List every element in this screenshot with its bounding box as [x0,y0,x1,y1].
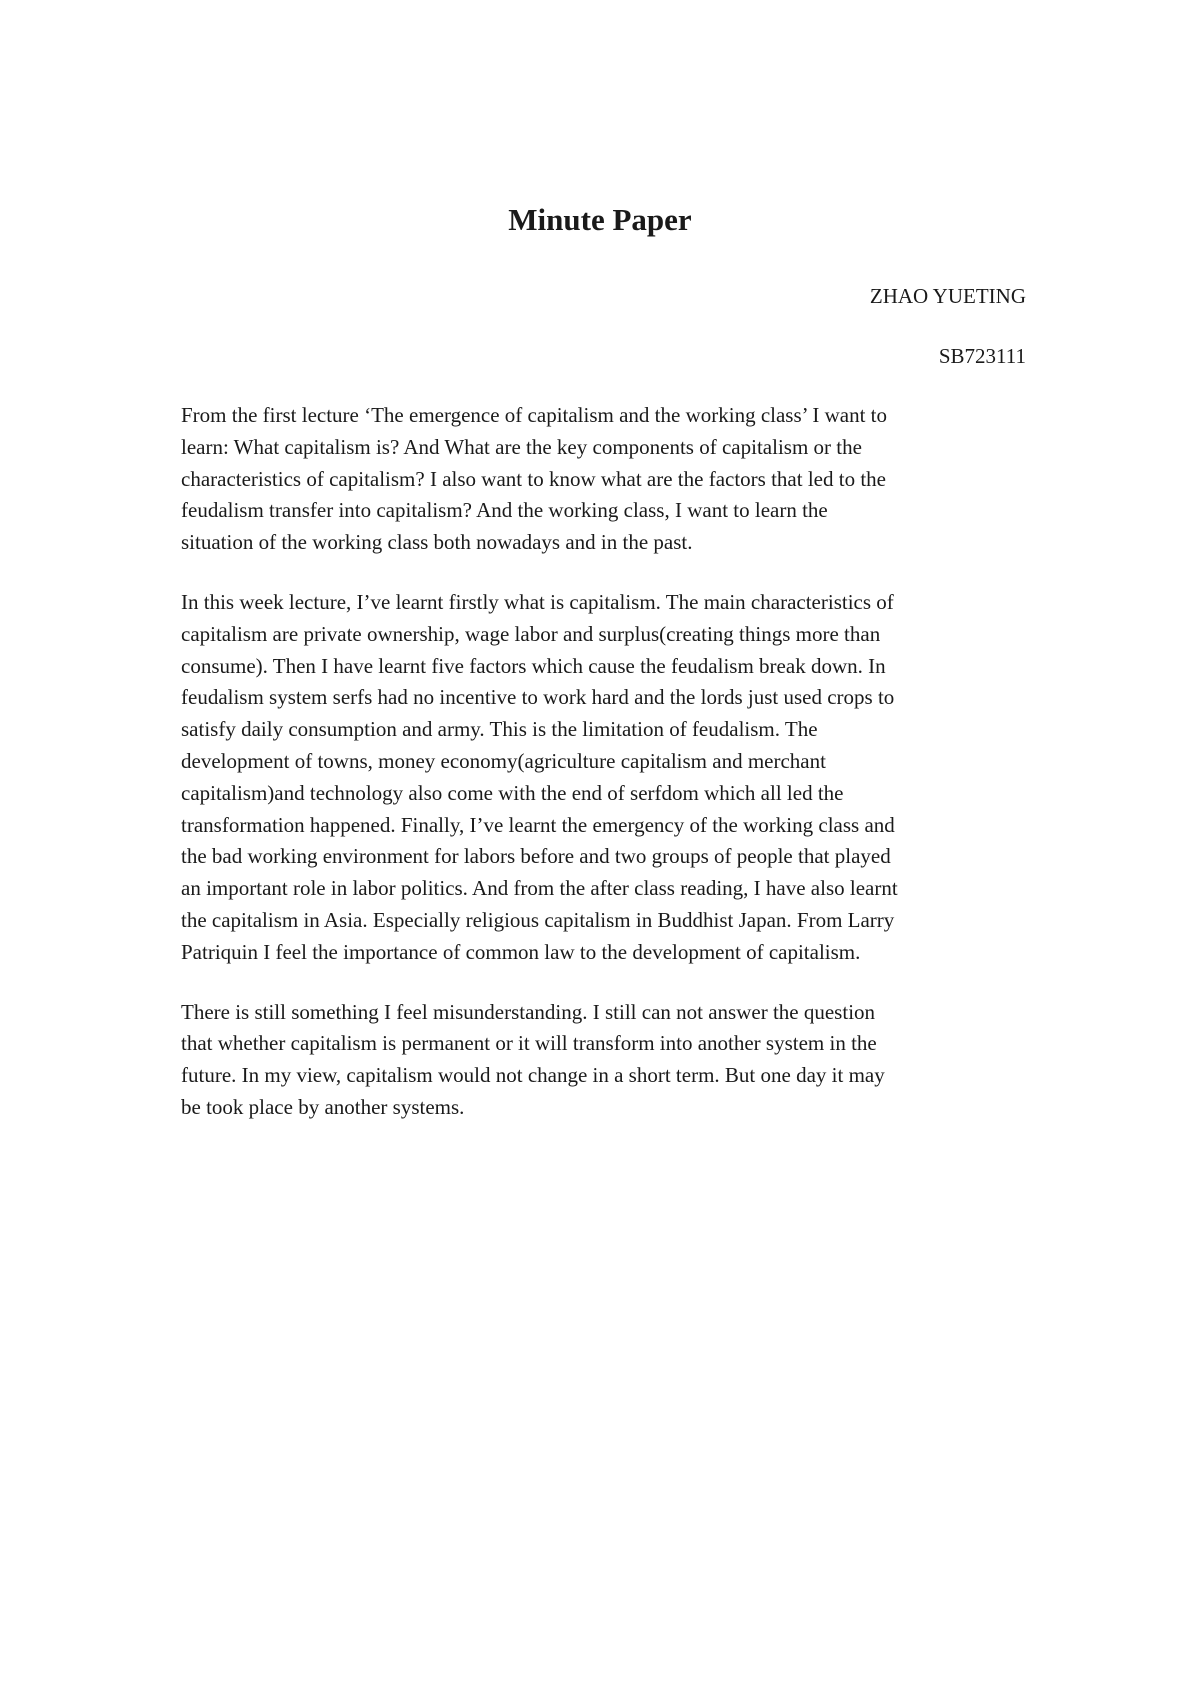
document-title: Minute Paper [508,202,692,237]
text-line: In this week lecture, I’ve learnt firstly what is capitalism. The main characteristics of [181,589,894,614]
text-line: feudalism transfer into capitalism? And the working class, I want to learn the [181,498,828,523]
text-line: feudalism system serfs had no incentive to work hard and the lords just used crops to [181,685,895,710]
paragraph-2 [181,587,1037,969]
text-line: that whether capitalism is permanent or it will transform into another system in the [181,1031,877,1056]
student-id: SB723111 [938,344,1026,368]
body-text [181,400,1037,1152]
text-line: situation of the working class both nowadays and in the past. [181,530,693,555]
text-line: satisfy daily consumption and army. This is the limitation of feudalism. The [181,717,818,742]
text-line: the bad working environment for labors before and two groups of people that played [181,844,891,869]
text-line: capitalism)and technology also come with the end of serfdom which all led the [181,780,844,805]
paragraph-1 [181,400,1037,559]
text-line: consume). Then I have learnt five factors which cause the feudalism break down. In [181,653,886,678]
text-line: learn: What capitalism is? And What are the key components of capitalism or the [181,434,862,459]
text-line: Patriquin I feel the importance of common law to the development of capitalism. [181,939,861,964]
text-line: From the first lecture ‘The emergence of capitalism and the working class’ I want to [181,403,887,427]
text-line: an important role in labor politics. And from the after class reading, I have also learnt [181,876,898,901]
text-line: capitalism are private ownership, wage labor and surplus(creating things more than [181,621,881,646]
paragraph-3 [181,997,1037,1124]
author-name: ZHAO YUETING [869,284,1026,308]
text-line: transformation happened. Finally, I’ve learnt the emergency of the working class and [181,812,895,837]
text-line: There is still something I feel misunderstanding. I still can not answer the question [181,999,876,1024]
text-line: development of towns, money economy(agriculture capitalism and merchant [181,748,826,773]
text-line: characteristics of capitalism? I also want to know what are the factors that led to the [181,466,886,491]
text-line: future. In my view, capitalism would not change in a short term. But one day it may [181,1063,885,1088]
text-line: the capitalism in Asia. Especially religious capitalism in Buddhist Japan. From Larry [181,907,895,932]
text-line: be took place by another systems. [181,1094,465,1119]
